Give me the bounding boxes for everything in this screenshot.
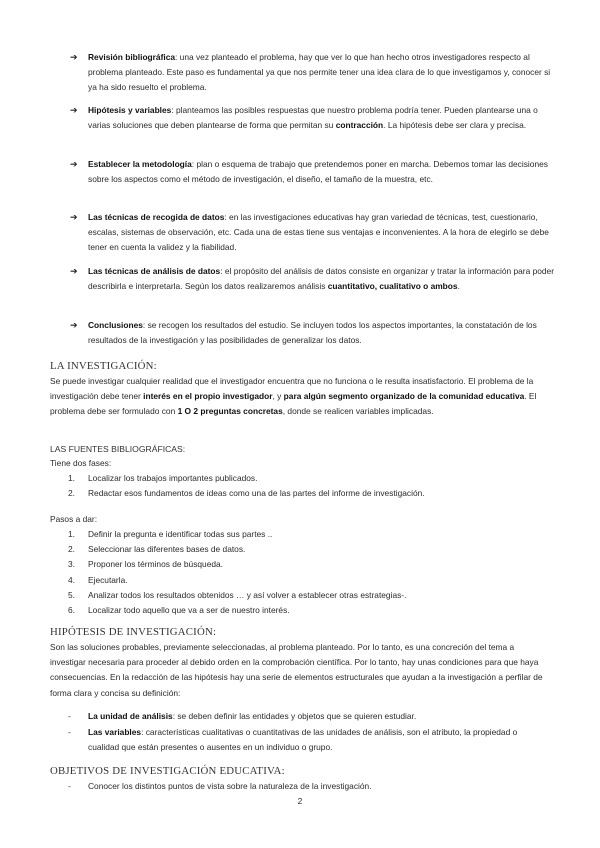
arrow-bullet-revision: ➔ Revisión bibliográfica: una vez planteado el problema, hay que ver lo que han hecho otros investigadores respecto al problema planteado. Este paso es fundamental ya que nos permite tener una idea clara de lo que investigamos y, conocer si ya ha sido resuelto el problema. [70,52,551,93]
heading-fuentes: LAS FUENTES BIBLIOGRÁFICAS: [50,444,186,454]
list-item: 5. Analizar todos los resultados obtenidos … y así volver a establecer otras estrategias-. [68,589,407,600]
list-item: - Las variables: características cualitativas o cuantitativas de las unidades de análisis, son el atributo, la propiedad o cualidad que están presentes o ausentes en un individuo o grupo. [68,727,518,753]
list-item: 1. Definir la pregunta e identificar todas sus partes .. [68,529,273,539]
list-item: 2. Redactar esos fundamentos de ideas como una de las partes del informe de investigación. [68,488,425,499]
hipotesis-elements-list [50,709,550,756]
list-item: - La unidad de análisis: se deben definir las entidades y objetos que se quieren estudiar. [68,711,417,721]
list-item: 2. Seleccionar las diferentes bases de datos. [68,544,246,555]
page-number: 2 [297,796,303,806]
paragraph-investigacion: Se puede investigar cualquier realidad que el investigador encuentra que no funciona o le resulta insatisfactorio. El problema de la investigación debe tener interés en el propio investigador, y para algún segmento organizado de la comunidad educativa. El problema debe ser formulado con 1 O 2 preguntas concretas, donde se realicen variables implicadas. [50,376,537,417]
list-item: - Conocer los distintos puntos de vista sobre la naturaleza de la investigación. [68,781,372,791]
arrow-right-icon: ➔ [70,52,78,62]
arrow-bullet-metodologia: ➔ Establecer la metodología: plan o esquema de trabajo que pretendemos poner en marcha. Debemos tomar las decisiones sobre los aspectos como el método de investigación, el diseño, el tamaño de la muestra, etc. [70,159,548,185]
list-item: 6. Localizar todo aquello que va a ser de nuestro interés. [68,605,290,616]
list-item: 1. Localizar los trabajos importantes publicados. [68,473,258,483]
objetivos-list [50,779,550,794]
arrow-bullet-conclusiones: ➔ Conclusiones: se recogen los resultados del estudio. Se incluyen todos los aspectos importantes, la constatación de los resultados de la investigación y las posibilidades de generalizar los datos. [70,320,537,346]
list-item: 3. Proponer los términos de búsqueda. [68,559,224,570]
fuentes-intro: Tiene dos fases: [50,458,112,468]
arrow-right-icon: ➔ [70,266,78,276]
pasos-intro: Pasos a dar: [50,514,98,524]
arrow-bullet-recogida: ➔ Las técnicas de recogida de datos: en las investigaciones educativas hay gran variedad de técnicas, test, cuestionario, escalas, sistemas de observación, etc. Cada una de estas tiene sus ventajas e inconvenientes. A la hora de elegirlo se debe tener en cuenta la validez y la fiabilidad. [70,212,549,253]
pasos-list [50,527,550,618]
list-item: 4. Ejecutarla. [68,574,128,585]
arrow-right-icon: ➔ [70,320,78,330]
heading-investigacion: LA INVESTIGACIÓN: [50,360,157,372]
heading-objetivos: OBJETIVOS DE INVESTIGACIÓN EDUCATIVA: [50,765,285,777]
heading-hipotesis: HIPÓTESIS DE INVESTIGACIÓN: [50,626,217,638]
arrow-right-icon: ➔ [70,159,78,169]
paragraph-hipotesis: Son las soluciones probables, previamente seleccionadas, al problema planteado. Por lo tanto, es una concreción del tema a investigar necesaria para proceder al debido orden en la comprobación científica. Por lo tanto, hay unas condiciones para que haya consecuencias. En la redacción de las hipótesis hay una serie de elementos estructurales que ayudan a la investigación a perfilar de forma clara y concisa su definición: [50,642,543,698]
arrow-bullet-hipotesis: ➔ Hipótesis y variables: planteamos las posibles respuestas que nuestro problema podría tener. Pueden plantearse una o varias soluciones que deben plantearse de forma que permitan su contracción. La hipótesis debe ser clara y precisa. [70,105,538,131]
arrow-right-icon: ➔ [70,212,78,222]
arrow-bullet-analisis: ➔ Las técnicas de análisis de datos: el propósito del análisis de datos consiste en organizar y tratar la información para poder describirla e interpretarla. Según los datos realizaremos análisis cuantitativo, cualitativo o ambos. [70,266,554,292]
arrow-right-icon: ➔ [70,105,78,115]
fuentes-fases-list [50,471,550,501]
